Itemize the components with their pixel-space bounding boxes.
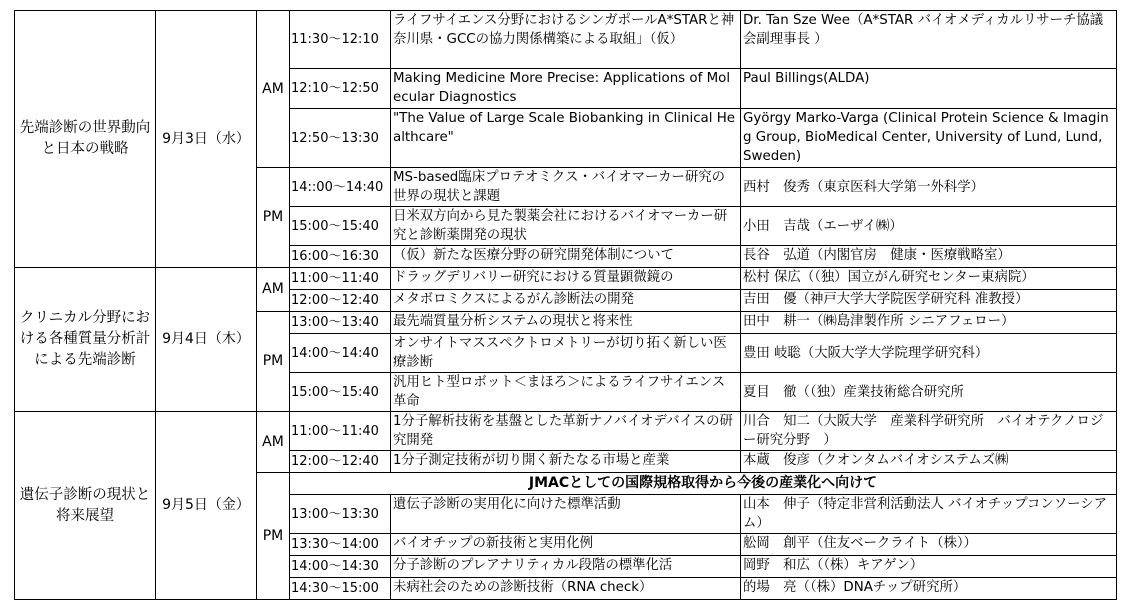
speaker: Paul Billings(ALDA) bbox=[741, 69, 1117, 109]
talk-title: バイオチップの新技術と実用化例 bbox=[391, 534, 741, 556]
time-slot: 14:30～15:00 bbox=[290, 578, 391, 600]
time-slot: 11:00～11:40 bbox=[290, 268, 391, 290]
time-slot: 12:10～12:50 bbox=[290, 69, 391, 109]
section-banner: JMACとしての国際規格取得から今後の産業化へ向けて bbox=[290, 473, 1117, 495]
time-slot: 14:00～14:30 bbox=[290, 556, 391, 578]
time-slot: 15:00～15:40 bbox=[290, 373, 391, 412]
session-theme: クリニカル分野における各種質量分析計による先端診断 bbox=[15, 268, 156, 412]
schedule-row bbox=[15, 11, 1117, 69]
pm-label: PM bbox=[257, 312, 290, 412]
time-slot: 12:00～12:40 bbox=[290, 451, 391, 473]
time-slot: 11:30～12:10 bbox=[290, 11, 391, 69]
time-slot: 14::00～14:40 bbox=[290, 168, 391, 207]
am-label: AM bbox=[257, 268, 290, 312]
talk-title: 遺伝子診断の実用化に向けた標準活動 bbox=[391, 495, 741, 534]
schedule-row bbox=[15, 412, 1117, 451]
speaker: 本蔵 俊彦（クオンタムバイオシステムズ㈱ bbox=[741, 451, 1117, 473]
talk-title: 未病社会のための診断技術（RNA check） bbox=[391, 578, 741, 600]
session-theme: 遺伝子診断の現状と将来展望 bbox=[15, 412, 156, 600]
time-slot: 13:00～13:40 bbox=[290, 312, 391, 334]
talk-title: MS-based臨床プロテオミクス・バイオマーカー研究の世界の現状と課題 bbox=[391, 168, 741, 207]
talk-title: ライフサイエンス分野におけるシンガポールA*STARと神奈川県・GCCの協力関係構築による取組」（仮） bbox=[391, 11, 741, 69]
talk-title: Making Medicine More Precise: Applications of Molecular Diagnostics bbox=[391, 69, 741, 109]
speaker: 長谷 弘道（内閣官房 健康・医療戦略室） bbox=[741, 246, 1117, 268]
time-slot: 12:00～12:40 bbox=[290, 290, 391, 312]
speaker: 岡野 和広（（株）キアゲン） bbox=[741, 556, 1117, 578]
time-slot: 11:00～11:40 bbox=[290, 412, 391, 451]
session-date: 9月3日（水） bbox=[156, 11, 257, 268]
speaker: 西村 俊秀（東京医科大学第一外科学） bbox=[741, 168, 1117, 207]
talk-title: 汎用ヒト型ロボット＜まほろ＞によるライフサイエンス革命 bbox=[391, 373, 741, 412]
speaker: 吉田 優（神戸大学大学院医学研究科 准教授） bbox=[741, 290, 1117, 312]
talk-title: （仮）新たな医療分野の研究開発体制について bbox=[391, 246, 741, 268]
talk-title: オンサイトマススペクトロメトリーが切り拓く新しい医療診断 bbox=[391, 334, 741, 373]
session-date: 9月5日（金） bbox=[156, 412, 257, 600]
time-slot: 12:50～13:30 bbox=[290, 109, 391, 168]
speaker: 川合 知二（大阪大学 産業科学研究所 バイオテクノロジー研究分野 ） bbox=[741, 412, 1117, 451]
speaker: 豊田 岐聡（大阪大学大学院理学研究科） bbox=[741, 334, 1117, 373]
time-slot: 15:00～15:40 bbox=[290, 207, 391, 246]
time-slot: 13:30～14:00 bbox=[290, 534, 391, 556]
session-date: 9月4日（木） bbox=[156, 268, 257, 412]
speaker: 舩岡 創平（住友ベークライト（株）） bbox=[741, 534, 1117, 556]
time-slot: 13:00～13:30 bbox=[290, 495, 391, 534]
schedule-table bbox=[14, 10, 1117, 600]
time-slot: 16:00～16:30 bbox=[290, 246, 391, 268]
talk-title: メタボロミクスによるがん診断法の開発 bbox=[391, 290, 741, 312]
time-slot: 14:00～14:40 bbox=[290, 334, 391, 373]
speaker: 夏目 徹（（独）産業技術総合研究所 bbox=[741, 373, 1117, 412]
pm-label: PM bbox=[257, 473, 290, 600]
talk-title: 1分子測定技術が切り開く新たなる市場と産業 bbox=[391, 451, 741, 473]
talk-title: 日米双方向から見た製薬会社におけるバイオマーカー研究と診断薬開発の現状 bbox=[391, 207, 741, 246]
talk-title: ドラッグデリバリー研究における質量顕微鏡の bbox=[391, 268, 741, 290]
speaker: 的場 亮（（株）DNAチップ研究所） bbox=[741, 578, 1117, 600]
am-label: AM bbox=[257, 412, 290, 473]
speaker: 田中 耕一（㈱島津製作所 シニアフェロー） bbox=[741, 312, 1117, 334]
schedule-row bbox=[15, 268, 1117, 290]
speaker: György Marko-Varga (Clinical Protein Science & Imaging Group, BioMedical Center, University of Lund, Lund, Sweden) bbox=[741, 109, 1117, 168]
talk-title: 1分子解析技術を基盤とした革新ナノバイオデバイスの研究開発 bbox=[391, 412, 741, 451]
talk-title: "The Value of Large Scale Biobanking in Clinical Healthcare" bbox=[391, 109, 741, 168]
speaker: Dr. Tan Sze Wee（A*STAR バイオメディカルリサーチ協議会副理事長 ） bbox=[741, 11, 1117, 69]
speaker: 山本 伸子（特定非営利活動法人 バイオチップコンソーシアム） bbox=[741, 495, 1117, 534]
session-theme: 先端診断の世界動向と日本の戦略 bbox=[15, 11, 156, 268]
pm-label: PM bbox=[257, 168, 290, 268]
talk-title: 分子診断のプレアナリティカル段階の標準化活 bbox=[391, 556, 741, 578]
am-label: AM bbox=[257, 11, 290, 168]
talk-title: 最先端質量分析システムの現状と将来性 bbox=[391, 312, 741, 334]
speaker: 小田 吉哉（エーザイ㈱） bbox=[741, 207, 1117, 246]
speaker: 松村 保広（（独）国立がん研究センター東病院） bbox=[741, 268, 1117, 290]
